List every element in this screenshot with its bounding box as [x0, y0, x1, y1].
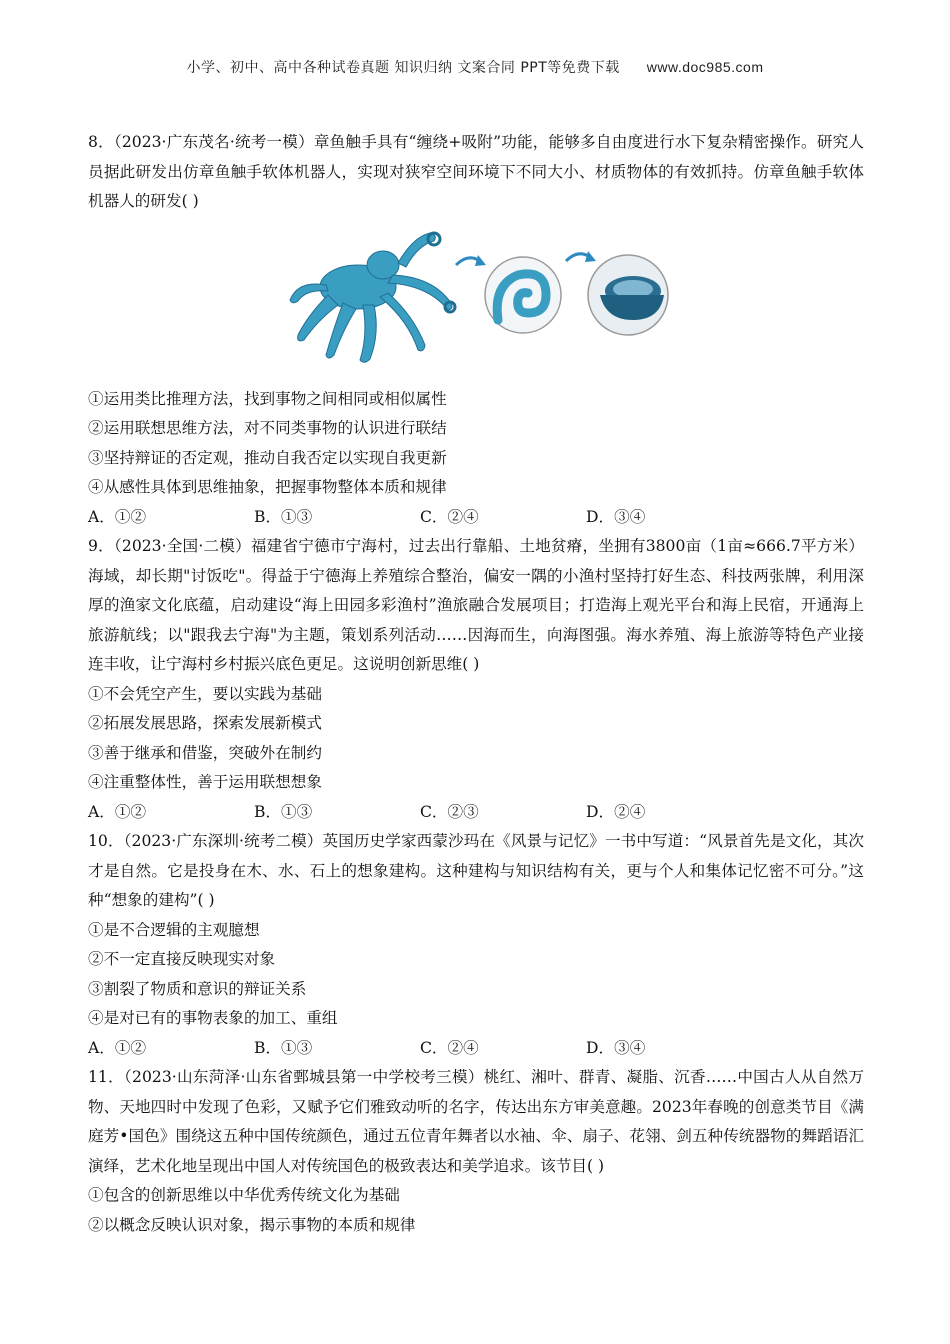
choice-d[interactable]: D．②④: [586, 802, 646, 821]
choice-b[interactable]: B．①③: [254, 507, 313, 526]
choice-c[interactable]: C．②④: [420, 507, 479, 526]
question-10: [88, 827, 864, 1063]
document-body: [88, 128, 864, 1240]
choice-a[interactable]: A．①②: [88, 1038, 147, 1057]
question-9: [88, 532, 864, 827]
choice-b[interactable]: B．①③: [254, 802, 313, 821]
question-stem: 10．（2023·广东深圳·统考二模）英国历史学家西蒙沙玛在《风景与记忆》一书中写道：“风景首先是文化，其次才是自然。它是投身在木、水、石上的想象建构。这种建构与知识结构有关，更与个人和集体记忆密不可分。”这种“想象的建构”( ): [88, 832, 864, 909]
question-8: [88, 128, 864, 532]
answer-choices: [88, 503, 864, 533]
option-1: ①是不合逻辑的主观臆想: [88, 920, 260, 939]
option-2: ②不一定直接反映现实对象: [88, 950, 276, 968]
option-3: ③割裂了物质和意识的辩证关系: [88, 979, 307, 998]
choice-d[interactable]: D．③④: [586, 1038, 646, 1057]
octopus-figure: [88, 225, 864, 375]
header-text: 小学、初中、高中各种试卷真题 知识归纳 文案合同 PPT等免费下载: [186, 60, 620, 76]
option-3: ③坚持辩证的否定观，推动自我否定以实现自我更新: [88, 448, 447, 467]
choice-c[interactable]: C．②④: [420, 1038, 479, 1057]
option-2: ②拓展发展思路，探索发展新模式: [88, 714, 322, 732]
question-11: [88, 1063, 864, 1240]
choice-a[interactable]: A．①②: [88, 507, 147, 526]
option-1: ①不会凭空产生，要以实践为基础: [88, 684, 322, 703]
question-stem: 11．（2023·山东菏泽·山东省鄄城县第一中学校考三模）桃红、湘叶、群青、凝脂、沉香……中国古人从自然万物、天地四时中发现了色彩，又赋予它们雅致动听的名字，传达出东方审美意趣。2023年春晚的创意类节目《满庭芳•国色》围绕这五种中国传统颜色，通过五位青年舞者以水袖、伞、扇子、花翎、剑五种传统器物的舞蹈语汇演绎，艺术化地呈现出中国人对传统国色的极致表达和美学追求。该节目( ): [88, 1068, 864, 1175]
choice-c[interactable]: C．②③: [420, 802, 479, 821]
octopus-robot-image: [288, 225, 678, 375]
header-url[interactable]: www.doc985.com: [646, 59, 764, 75]
page-header: [0, 57, 950, 77]
answer-choices: [88, 798, 864, 828]
option-1: ①运用类比推理方法，找到事物之间相同或相似属性: [88, 389, 447, 408]
question-stem: 8．（2023·广东茂名·统考一模）章鱼触手具有“缠绕+吸附”功能，能够多自由度进行水下复杂精密操作。研究人员据此研发出仿章鱼触手软体机器人，实现对狭窄空间环境下不同大小、材质物体的有效抓持。仿章鱼触手软体机器人的研发( ): [88, 133, 864, 210]
option-3: ③善于继承和借鉴，突破外在制约: [88, 743, 322, 762]
option-4: ④是对已有的事物表象的加工、重组: [88, 1009, 338, 1027]
option-4: ④从感性具体到思维抽象，把握事物整体本质和规律: [88, 478, 447, 496]
choice-d[interactable]: D．③④: [586, 507, 646, 526]
option-2: ②以概念反映认识对象，揭示事物的本质和规律: [88, 1215, 416, 1234]
answer-choices: [88, 1034, 864, 1064]
choice-a[interactable]: A．①②: [88, 802, 147, 821]
option-1: ①包含的创新思维以中华优秀传统文化为基础: [88, 1186, 400, 1204]
choice-b[interactable]: B．①③: [254, 1038, 313, 1057]
question-stem: 9．（2023·全国·二模）福建省宁德市宁海村，过去出行靠船、土地贫瘠，坐拥有3800亩（1亩≈666.7平方米）海域，却长期"讨饭吃"。得益于宁德海上养殖综合整治，偏安一隅的小渔村坚持打好生态、科技两张牌，利用深厚的渔家文化底蕴，启动建设“海上田园多彩渔村”渔旅融合发展项目；打造海上观光平台和海上民宿，开通海上旅游航线；以"跟我去宁海"为主题，策划系列活动……因海而生，向海图强。海水养殖、海上旅游等特色产业接连丰收，让宁海村乡村振兴底色更足。这说明创新思维( ): [88, 537, 864, 673]
option-4: ④注重整体性，善于运用联想想象: [88, 773, 322, 791]
option-2: ②运用联想思维方法，对不同类事物的认识进行联结: [88, 419, 447, 437]
